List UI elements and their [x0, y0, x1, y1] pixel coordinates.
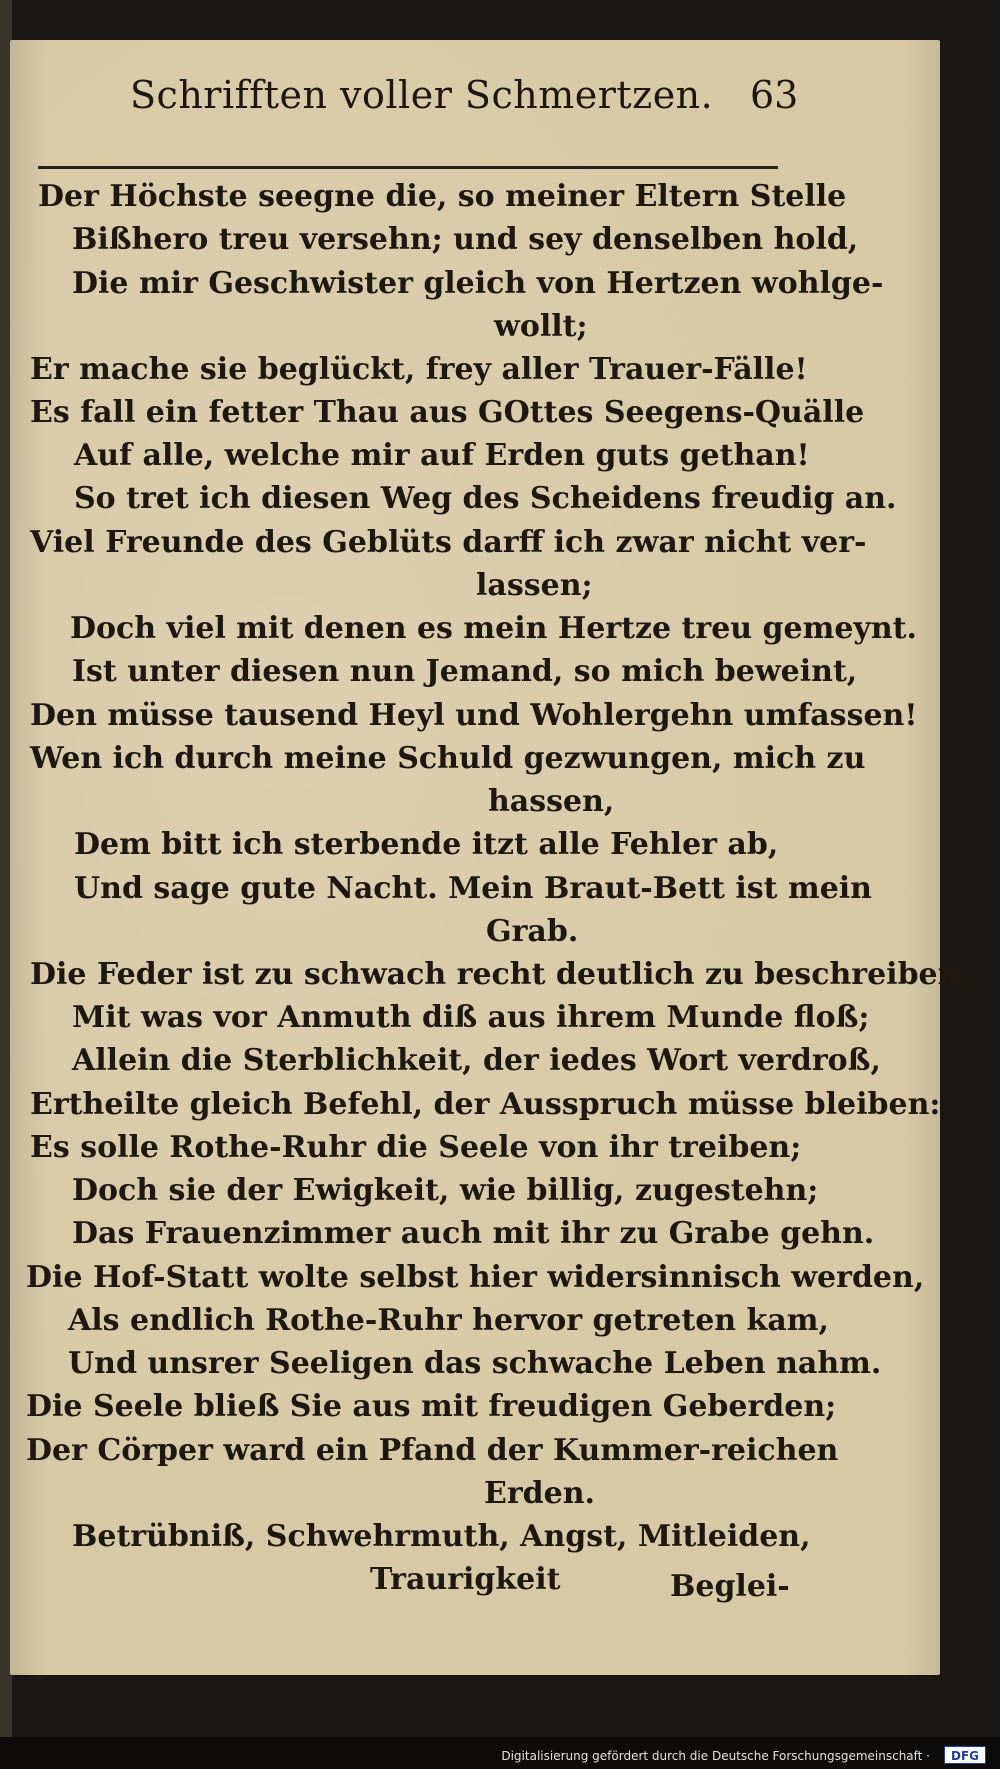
text-line: Und unsrer Seeligen das schwache Leben nahm.: [68, 1346, 882, 1381]
text-line: Doch viel mit denen es mein Hertze treu gemeynt.: [70, 611, 917, 646]
text-line: Mit was vor Anmuth diß aus ihrem Munde floß;: [72, 1000, 870, 1035]
running-title: Schrifften voller Schmertzen.: [130, 73, 714, 117]
page-number: 63: [750, 73, 799, 117]
text-line: Auf alle, welche mir auf Erden guts gethan!: [74, 438, 810, 473]
text-line: Traurigkeit: [370, 1562, 561, 1597]
text-line: Die Seele bließ Sie aus mit freudigen Geberden;: [26, 1389, 837, 1424]
text-line: Erden.: [484, 1476, 595, 1511]
text-line: Bißhero treu versehn; und sey denselben hold,: [72, 222, 859, 257]
dfg-logo: DFG: [944, 1746, 986, 1764]
text-line: Den müsse tausend Heyl und Wohlergehn umfassen!: [30, 698, 918, 733]
text-line: Die mir Geschwister gleich von Hertzen wohlge-: [72, 266, 884, 301]
text-line: Als endlich Rothe-Ruhr hervor getreten kam,: [68, 1303, 829, 1338]
text-line: Es solle Rothe-Ruhr die Seele von ihr treiben;: [30, 1130, 802, 1165]
text-line: Die Hof-Statt wolte selbst hier widersinnisch werden,: [26, 1260, 925, 1295]
text-line: Das Frauenzimmer auch mit ihr zu Grabe gehn.: [72, 1216, 875, 1251]
text-line: Die Feder ist zu schwach recht deutlich zu beschreiben,: [30, 957, 970, 992]
text-line: Dem bitt ich sterbende itzt alle Fehler ab,: [74, 827, 779, 862]
text-line: So tret ich diesen Weg des Scheidens freudig an.: [74, 481, 897, 516]
text-line: Viel Freunde des Geblüts darff ich zwar nicht ver-: [30, 525, 867, 560]
text-line: Es fall ein fetter Thau aus GOttes Seegens-Quälle: [30, 395, 865, 430]
text-line: wollt;: [494, 309, 588, 344]
text-line: Doch sie der Ewigkeit, wie billig, zugestehn;: [72, 1173, 819, 1208]
text-line: Und sage gute Nacht. Mein Braut-Bett ist mein: [74, 871, 872, 906]
text-line: lassen;: [476, 568, 593, 603]
footer-credit: Digitalisierung gefördert durch die Deutsche Forschungsgemeinschaft ·: [501, 1749, 930, 1763]
text-line: Ist unter diesen nun Jemand, so mich beweint,: [72, 654, 858, 689]
text-line: hassen,: [488, 784, 615, 819]
text-line: Ertheilte gleich Befehl, der Ausspruch müsse bleiben:: [30, 1087, 941, 1122]
text-line: Der Cörper ward ein Pfand der Kummer-reichen: [26, 1433, 839, 1468]
text-line: Grab.: [486, 914, 579, 949]
text-line: Allein die Sterblichkeit, der iedes Wort verdroß,: [72, 1043, 881, 1078]
text-line: Wen ich durch meine Schuld gezwungen, mich zu: [30, 741, 866, 776]
catchword: Beglei-: [670, 1569, 790, 1604]
text-line: Der Höchste seegne die, so meiner Eltern Stelle: [38, 179, 847, 214]
text-line: Betrübniß, Schwehrmuth, Angst, Mitleiden,: [72, 1519, 811, 1554]
text-line: Er mache sie beglückt, frey aller Trauer-Fälle!: [30, 352, 808, 387]
